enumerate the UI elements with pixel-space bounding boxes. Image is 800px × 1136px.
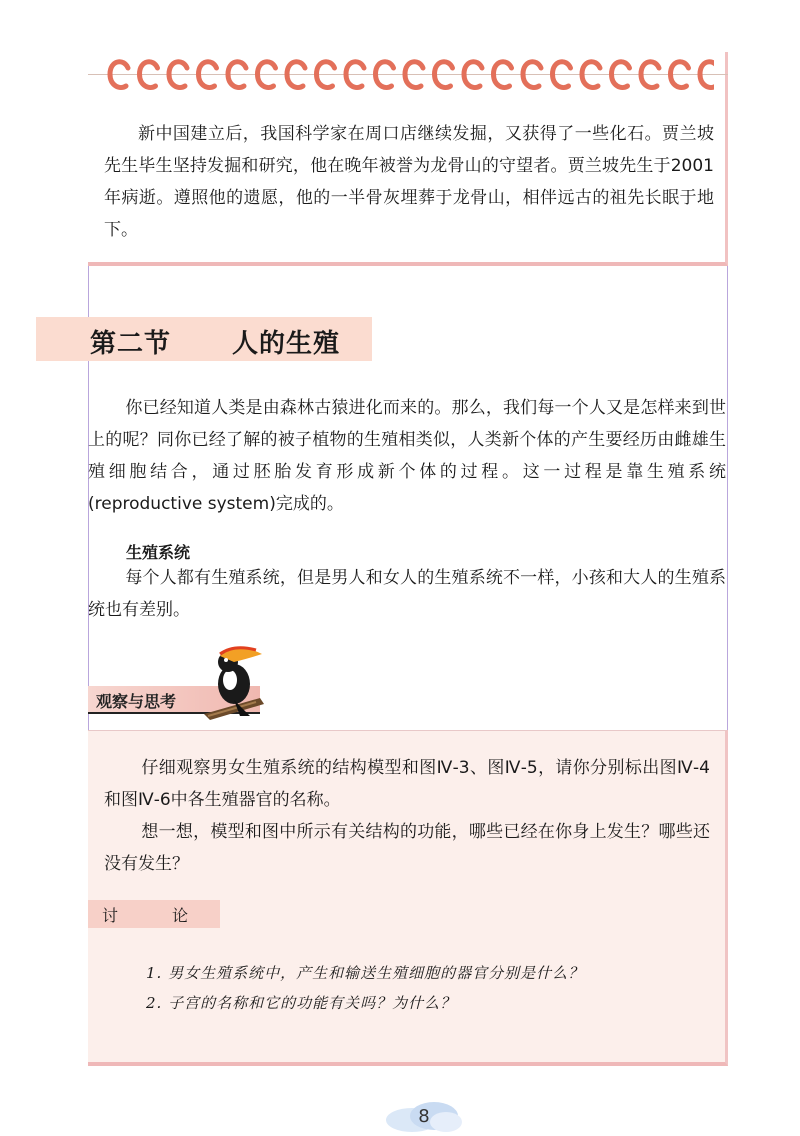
spiral-ring	[140, 62, 158, 88]
intro-paragraph: 你已经知道人类是由森林古猿进化而来的。那么，我们每一个人又是怎样来到世上的呢？同你已经了解的被子植物的生殖相类似，人类新个体的产生要经历由雌雄生殖细胞结合，通过胚胎发育形成新个体的过程。这一过程是靠生殖系统(reproductive system)完成的。	[88, 398, 726, 514]
spiral-ring	[317, 62, 335, 88]
page-number-badge	[382, 1098, 466, 1132]
hornbill-bird-illustration	[190, 640, 270, 722]
spiral-ring	[700, 62, 714, 88]
discuss-label-char-1: 讨	[102, 906, 119, 925]
spiral-ring	[228, 62, 246, 88]
spiral-ring	[494, 62, 512, 88]
spiral-ring	[464, 62, 482, 88]
page-number: 8	[418, 1106, 430, 1127]
section-heading	[36, 317, 372, 361]
spiral-ring	[258, 62, 276, 88]
spiral-rings-decoration	[104, 56, 714, 96]
spiral-ring	[612, 62, 630, 88]
spiral-ring	[199, 62, 217, 88]
discussion-question-2: 2. 子宫的名称和它的功能有关吗？为什么？	[146, 994, 457, 1012]
spiral-ring	[110, 62, 128, 88]
observe-paragraph-2: 想一想，模型和图中所示有关结构的功能，哪些已经在你身上发生？哪些还没有发生？	[104, 822, 710, 874]
spiral-ring	[582, 62, 600, 88]
subsection-heading: 生殖系统	[126, 543, 191, 562]
spiral-ring	[435, 62, 453, 88]
section-number: 第二节	[90, 329, 172, 359]
observe-label-text: 观察与思考	[96, 692, 177, 711]
subsection-paragraph: 每个人都有生殖系统，但是男人和女人的生殖系统不一样，小孩和大人的生殖系统也有差别。	[88, 568, 726, 620]
spiral-ring	[553, 62, 571, 88]
note-paragraph: 新中国建立后，我国科学家在周口店继续发掘，又获得了一些化石。贾兰坡先生毕生坚持发掘和研究，他在晚年被誉为龙骨山的守望者。贾兰坡先生于2001年病逝。遵照他的遗愿，他的一半骨灰埋葬于龙骨山，相伴远古的祖先长眠于地下。	[104, 124, 714, 240]
discussion-question-1: 1. 男女生殖系统中，产生和输送生殖细胞的器官分别是什么？	[146, 964, 585, 982]
spiral-ring	[523, 62, 541, 88]
observe-paragraph-1: 仔细观察男女生殖系统的结构模型和图Ⅳ-3、图Ⅳ-5，请你分别标出图Ⅳ-4和图Ⅳ-6中各生殖器官的名称。	[104, 758, 710, 810]
spiral-ring	[287, 62, 305, 88]
spiral-ring	[376, 62, 394, 88]
spiral-ring	[346, 62, 364, 88]
spiral-ring	[671, 62, 689, 88]
spiral-ring	[641, 62, 659, 88]
discuss-label-char-2: 论	[172, 906, 189, 925]
spiral-ring	[405, 62, 423, 88]
section-title: 人的生殖	[232, 329, 341, 359]
spiral-ring	[169, 62, 187, 88]
discuss-label	[88, 900, 220, 928]
